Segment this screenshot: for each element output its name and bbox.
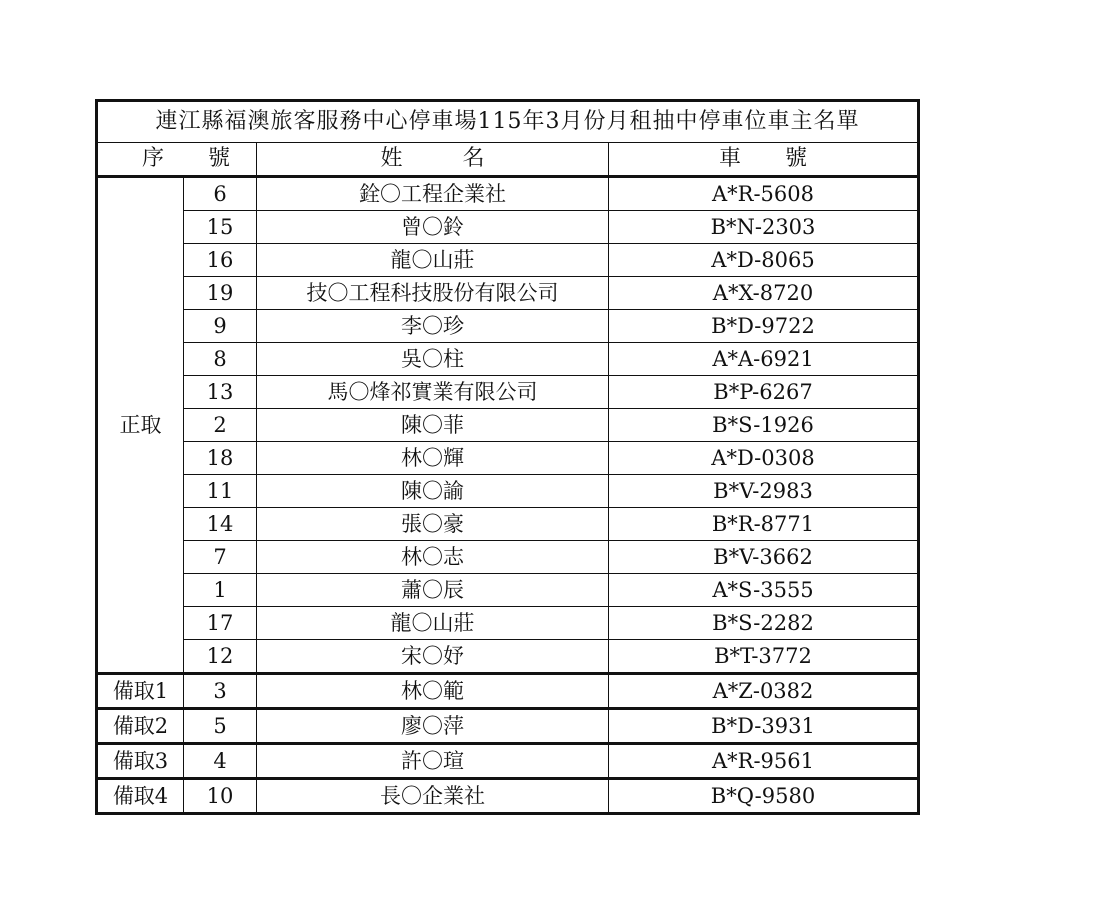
table-row	[97, 607, 919, 640]
seq-number-cell: 15	[184, 211, 257, 244]
owner-name-cell: 林〇志	[257, 541, 609, 574]
plate-number-cell: A*X-8720	[609, 277, 919, 310]
seq-number-cell: 6	[184, 177, 257, 211]
header-row	[97, 143, 919, 177]
seq-number-cell: 2	[184, 409, 257, 442]
seq-number-cell: 12	[184, 640, 257, 674]
table-row	[97, 343, 919, 376]
table-row	[97, 674, 919, 709]
plate-number-cell: B*T-3772	[609, 640, 919, 674]
seq-number-cell: 7	[184, 541, 257, 574]
table-body	[97, 101, 919, 814]
plate-number-cell: A*Z-0382	[609, 674, 919, 709]
category-cell: 備取2	[97, 709, 184, 744]
owner-name-cell: 龍〇山莊	[257, 244, 609, 277]
table-row	[97, 244, 919, 277]
plate-number-cell: B*N-2303	[609, 211, 919, 244]
owner-name-cell: 銓〇工程企業社	[257, 177, 609, 211]
plate-number-cell: B*V-3662	[609, 541, 919, 574]
category-cell: 正取	[97, 177, 184, 674]
header-name: 姓名	[257, 143, 609, 177]
table-row	[97, 376, 919, 409]
seq-number-cell: 9	[184, 310, 257, 343]
seq-number-cell: 4	[184, 744, 257, 779]
seq-number-cell: 16	[184, 244, 257, 277]
table-row	[97, 709, 919, 744]
owner-name-cell: 曾〇鈴	[257, 211, 609, 244]
plate-number-cell: B*S-2282	[609, 607, 919, 640]
seq-number-cell: 11	[184, 475, 257, 508]
winner-list-table	[95, 99, 920, 815]
seq-number-cell: 3	[184, 674, 257, 709]
plate-number-cell: A*A-6921	[609, 343, 919, 376]
owner-name-cell: 宋〇妤	[257, 640, 609, 674]
owner-name-cell: 長〇企業社	[257, 779, 609, 814]
table-row	[97, 508, 919, 541]
header-plate: 車號	[609, 143, 919, 177]
plate-number-cell: A*R-9561	[609, 744, 919, 779]
owner-name-cell: 林〇輝	[257, 442, 609, 475]
seq-number-cell: 17	[184, 607, 257, 640]
seq-number-cell: 5	[184, 709, 257, 744]
table-row	[97, 640, 919, 674]
plate-number-cell: B*P-6267	[609, 376, 919, 409]
table-row	[97, 277, 919, 310]
seq-number-cell: 10	[184, 779, 257, 814]
title-row	[97, 101, 919, 143]
owner-name-cell: 李〇珍	[257, 310, 609, 343]
seq-number-cell: 14	[184, 508, 257, 541]
seq-number-cell: 8	[184, 343, 257, 376]
table-row	[97, 310, 919, 343]
plate-number-cell: B*D-3931	[609, 709, 919, 744]
plate-number-cell: A*S-3555	[609, 574, 919, 607]
owner-name-cell: 蕭〇辰	[257, 574, 609, 607]
plate-number-cell: A*R-5608	[609, 177, 919, 211]
owner-name-cell: 馬〇烽祁實業有限公司	[257, 376, 609, 409]
plate-number-cell: B*V-2983	[609, 475, 919, 508]
seq-number-cell: 13	[184, 376, 257, 409]
category-cell: 備取3	[97, 744, 184, 779]
owner-name-cell: 吳〇柱	[257, 343, 609, 376]
plate-number-cell: A*D-8065	[609, 244, 919, 277]
table-row	[97, 177, 919, 211]
table-row	[97, 475, 919, 508]
owner-name-cell: 技〇工程科技股份有限公司	[257, 277, 609, 310]
plate-number-cell: B*D-9722	[609, 310, 919, 343]
owner-name-cell: 陳〇諭	[257, 475, 609, 508]
table-row	[97, 541, 919, 574]
owner-name-cell: 林〇範	[257, 674, 609, 709]
document-title: 連江縣福澳旅客服務中心停車場115年3月份月租抽中停車位車主名單	[97, 101, 919, 143]
owner-name-cell: 廖〇萍	[257, 709, 609, 744]
table-row	[97, 574, 919, 607]
table-row	[97, 442, 919, 475]
table-row	[97, 211, 919, 244]
plate-number-cell: A*D-0308	[609, 442, 919, 475]
seq-number-cell: 19	[184, 277, 257, 310]
header-seq: 序號	[97, 143, 257, 177]
owner-name-cell: 許〇瑄	[257, 744, 609, 779]
category-cell: 備取4	[97, 779, 184, 814]
seq-number-cell: 18	[184, 442, 257, 475]
table-row	[97, 744, 919, 779]
owner-name-cell: 龍〇山莊	[257, 607, 609, 640]
seq-number-cell: 1	[184, 574, 257, 607]
table-row	[97, 409, 919, 442]
category-cell: 備取1	[97, 674, 184, 709]
plate-number-cell: B*S-1926	[609, 409, 919, 442]
table-row	[97, 779, 919, 814]
owner-name-cell: 陳〇菲	[257, 409, 609, 442]
plate-number-cell: B*Q-9580	[609, 779, 919, 814]
plate-number-cell: B*R-8771	[609, 508, 919, 541]
owner-name-cell: 張〇豪	[257, 508, 609, 541]
